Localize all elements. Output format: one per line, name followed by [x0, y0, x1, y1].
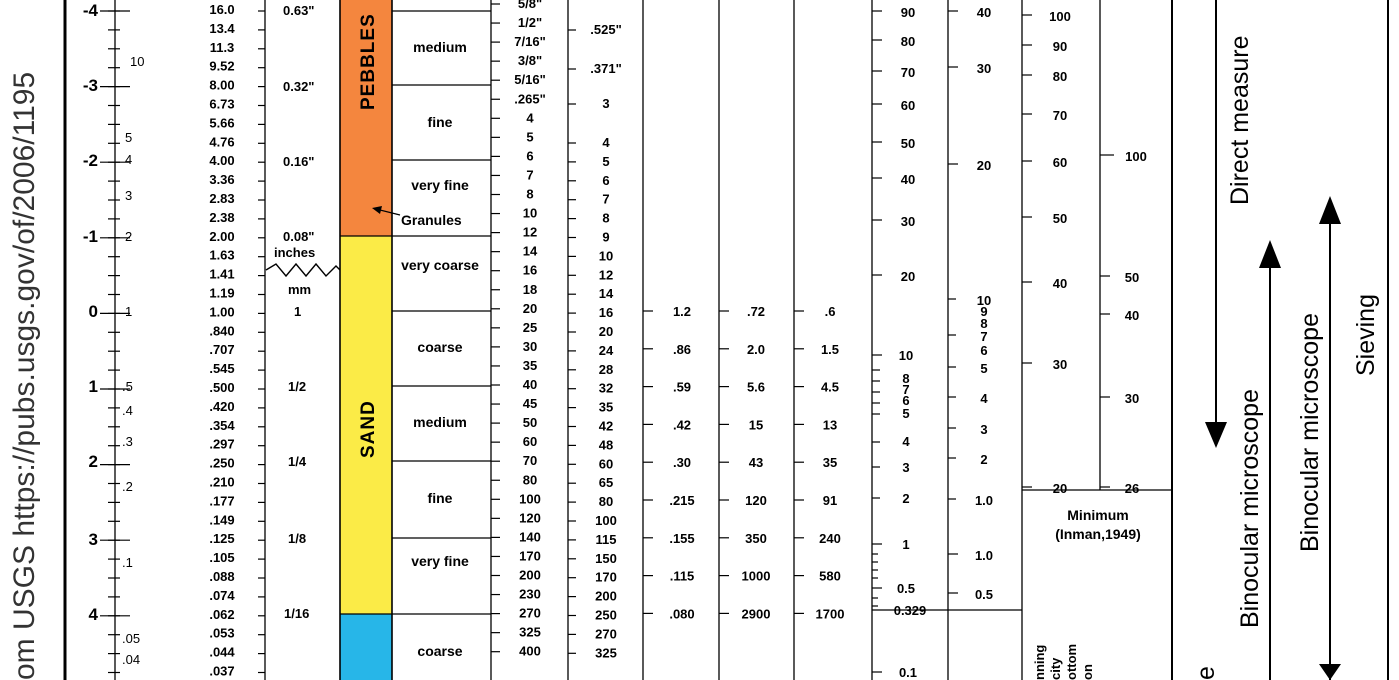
col-d-value: 4 [902, 434, 910, 449]
col-b-value: 5.6 [746, 379, 766, 395]
subclass-very-coarse: very coarse [401, 257, 479, 273]
astm-value: 5/16" [514, 72, 546, 88]
rotated-caption-line: ottom [1064, 643, 1079, 680]
granules-label: Granules [401, 212, 462, 228]
col-a-value: .42 [672, 417, 692, 433]
rotated-caption-line: nning [1032, 644, 1047, 680]
phi-label: 0 [88, 302, 98, 321]
col-g-ticks [1100, 155, 1114, 487]
col-a-value: 1.2 [672, 304, 692, 319]
phi-label: 4 [88, 605, 98, 624]
col-d-value: 8 [902, 371, 910, 386]
fraction-label: 0.32" [283, 79, 315, 94]
astm-value: 270 [519, 605, 541, 621]
fraction-label: 0.08" [283, 229, 315, 244]
subclass-coarse: coarse [417, 643, 463, 659]
astm-value: 35 [522, 357, 538, 373]
astm-value: 5/8" [517, 0, 543, 11]
col-a-values [669, 304, 694, 621]
col-f-value: 40 [1052, 276, 1068, 291]
astm-value: 100 [519, 491, 541, 507]
col-d-value: 10 [898, 348, 914, 363]
tyler-value: 65 [598, 475, 614, 491]
tyler-values [590, 22, 621, 660]
col-b-value: 120 [745, 493, 767, 508]
astm-value: 120 [519, 510, 541, 526]
subclass-labels [401, 39, 479, 659]
mm-value: .037 [209, 663, 235, 679]
col-a-value: .86 [672, 341, 692, 357]
mm-value: 2.83 [209, 191, 235, 206]
col-g-value: 30 [1124, 391, 1140, 406]
col-b-value: 1000 [741, 568, 771, 584]
col-d-value: 1 [902, 537, 910, 552]
tyler-value: 16 [598, 305, 614, 321]
mm-value: .500 [209, 380, 235, 395]
col-e-value: 10 [976, 293, 992, 308]
astm-value: .265" [514, 91, 546, 107]
col-b-value: 15 [748, 417, 764, 433]
astm-value: 230 [519, 586, 541, 602]
mm-value: .053 [209, 625, 235, 641]
mm-value: 16.0 [209, 2, 235, 17]
col-d-value: 5 [902, 406, 910, 421]
astm-value: 25 [522, 319, 538, 335]
col-e-value: 20 [976, 158, 992, 173]
col-c-values [816, 304, 845, 621]
tyler-value: 9 [602, 229, 610, 245]
col-c-value: .6 [824, 304, 836, 319]
mm-log-scale [122, 54, 144, 667]
mm-value: .062 [209, 606, 235, 622]
mm-log-label: 4 [125, 152, 133, 167]
col-e-value: 1.0 [974, 493, 994, 508]
astm-value: 12 [522, 224, 538, 240]
mm-value: 1.63 [209, 247, 235, 263]
mm-value: 3.36 [209, 172, 235, 188]
tyler-value: 60 [598, 456, 614, 472]
col-e-values [975, 5, 993, 508]
col-e-value: 7 [980, 329, 988, 344]
astm-values [514, 0, 545, 659]
col-g-value: 50 [1124, 270, 1140, 285]
tyler-value: 5 [602, 153, 610, 169]
col-d-value: 30 [900, 214, 916, 229]
tyler-value: 6 [602, 172, 610, 188]
tyler-value: 270 [595, 626, 617, 642]
tyler-value: 42 [598, 418, 614, 434]
tyler-value: 80 [598, 494, 614, 510]
col-e-value: 1.0 [974, 548, 994, 563]
arrow-up-icon [1259, 240, 1281, 268]
mm-value: .088 [209, 569, 235, 584]
col-d-value: 70 [900, 65, 916, 80]
subclass-medium: medium [413, 414, 467, 430]
col-d-value: 90 [900, 5, 916, 20]
tyler-value: 7 [602, 191, 610, 207]
col-f-ticks [1022, 15, 1032, 487]
col-d-value: 50 [900, 136, 916, 151]
mm-value: 2.38 [209, 209, 235, 225]
phi-label: -2 [82, 151, 98, 170]
col-e-value: 2 [980, 452, 988, 467]
col-d-value: 0.1 [898, 665, 918, 680]
phi-scale [83, 1, 99, 624]
mm-value: 11.3 [209, 39, 235, 55]
mm-value: .420 [209, 398, 235, 414]
tyler-value: 10 [598, 248, 614, 264]
minimum-label: Minimum [1067, 507, 1129, 523]
mm-log-label: .5 [122, 379, 133, 394]
col-e-ticks [948, 11, 958, 593]
col-b-value: 2900 [741, 606, 771, 622]
tyler-value: 32 [598, 380, 614, 396]
astm-value: 7 [526, 167, 534, 183]
silt-color-bar [340, 614, 392, 680]
fraction-label: 1/16 [284, 606, 310, 621]
col-d-value: 6 [902, 393, 910, 408]
astm-value: 1/2" [517, 15, 543, 31]
fraction-scale [274, 3, 315, 621]
col-d-ticks [872, 11, 882, 672]
col-g-value: 40 [1124, 308, 1140, 323]
mm-log-label: .2 [122, 479, 133, 494]
col-f-value: 50 [1052, 211, 1068, 226]
mm-log-label: .04 [122, 652, 141, 667]
col-e-value: 6 [980, 343, 988, 358]
col-d-value: 3 [902, 460, 910, 475]
phi-label: -4 [82, 1, 98, 20]
astm-value: 8 [526, 186, 534, 202]
col-f-value: 90 [1052, 39, 1068, 54]
col-a-value: .115 [669, 568, 695, 584]
subclass-very-fine: very fine [411, 553, 469, 569]
mm-log-label: 2 [125, 229, 133, 244]
col-b-value: 43 [748, 455, 764, 471]
astm-value: 170 [519, 548, 541, 564]
fraction-label: 1/4 [288, 454, 307, 469]
astm-value: 325 [519, 624, 541, 640]
mm-log-label: 3 [125, 188, 133, 203]
col-e-value: 30 [976, 61, 992, 76]
tyler-value: 14 [598, 286, 614, 302]
mm-value: 2.00 [209, 228, 235, 244]
mm-value: .210 [209, 474, 235, 490]
mm-log-label: .05 [122, 631, 141, 646]
col-g-value: 100 [1125, 149, 1147, 164]
tyler-value: 170 [595, 569, 617, 585]
phi-label: -1 [82, 227, 98, 246]
sand-label: SAND [358, 400, 379, 458]
tyler-value: 250 [595, 607, 617, 623]
col-g-values [1125, 149, 1147, 496]
mm-value: .354 [209, 417, 235, 433]
tyler-value: 150 [595, 550, 617, 566]
astm-value: 5 [526, 129, 534, 145]
minimum-citation: (Inman,1949) [1055, 526, 1141, 542]
astm-value: 3/8" [517, 53, 543, 69]
col-f-value: 30 [1052, 357, 1068, 372]
col-f-value: 60 [1052, 155, 1068, 170]
astm-value: 200 [519, 567, 541, 583]
col-c-value: 35 [822, 455, 838, 471]
fraction-label: 1/2 [288, 379, 307, 394]
col-d-value: 0.329 [893, 603, 927, 618]
phi-label: 2 [88, 452, 98, 471]
tyler-value: 115 [595, 531, 617, 547]
col-a-value: .215 [669, 493, 695, 508]
col-e-value: 3 [980, 422, 988, 437]
subclass-fine: fine [427, 490, 453, 506]
subclass-fine: fine [427, 114, 453, 130]
mm-log-label: 1 [125, 304, 133, 319]
astm-value: 16 [522, 262, 538, 278]
tyler-value: 3 [602, 96, 610, 111]
mm-value: .545 [209, 361, 235, 377]
subclass-coarse: coarse [417, 339, 463, 355]
sieving-label: Sieving [1352, 294, 1380, 376]
col-a-value: .080 [669, 606, 695, 622]
mm-value: 1.00 [209, 304, 235, 320]
col-e-value: 0.5 [974, 587, 994, 602]
mm-value: .177 [209, 493, 235, 509]
astm-value: 45 [522, 396, 538, 412]
astm-value: 10 [522, 205, 538, 221]
astm-value: 7/16" [514, 34, 546, 50]
astm-value: 140 [519, 529, 541, 545]
col-d-values [894, 5, 927, 680]
mm-value: .125 [209, 531, 235, 547]
col-g-value: 26 [1124, 481, 1140, 496]
astm-value: 20 [522, 300, 538, 316]
astm-value: 14 [522, 243, 538, 259]
mm-value: .044 [209, 644, 235, 660]
mm-value: 4.00 [209, 153, 235, 169]
col-d-value: 80 [900, 34, 916, 49]
col-e-extra [975, 548, 993, 602]
astm-value: 50 [522, 415, 538, 431]
col-f-value: 70 [1052, 108, 1068, 123]
col-e-value: 40 [976, 5, 992, 20]
col-d-value: 20 [900, 269, 916, 284]
astm-value: 40 [522, 377, 538, 392]
binocular-microscope-label: Binocular microscope [1236, 389, 1264, 628]
col-a-value: .30 [672, 455, 692, 471]
col-c-value: 4.5 [820, 379, 840, 395]
direct-measure-label: Direct measure [1226, 35, 1254, 205]
phi-label: -3 [82, 76, 98, 95]
pebbles-label: PEBBLES [358, 13, 379, 110]
col-b-value: .72 [746, 304, 766, 319]
mm-log-label: .3 [122, 434, 133, 449]
tyler-value: 48 [598, 437, 614, 453]
tyler-value: 325 [595, 645, 617, 661]
mm-value: .707 [209, 342, 235, 358]
fraction-label: 1/8 [288, 531, 307, 546]
col-e-value: 8 [980, 316, 988, 331]
source-citation: om USGS https://pubs.usgs.gov/of/2006/1195 [8, 71, 41, 680]
tyler-value: .525" [590, 22, 622, 37]
astm-value: 80 [522, 472, 538, 488]
subclass-very-fine: very fine [411, 177, 469, 193]
mm-value: 6.73 [209, 96, 235, 112]
col-a-value: .155 [669, 530, 695, 546]
col-e-value: 4 [980, 391, 988, 406]
tyler-value: 200 [595, 588, 617, 604]
inches-label: inches [274, 245, 316, 260]
arrow-down-icon [1205, 422, 1227, 448]
astm-value: 60 [522, 434, 538, 450]
mm-value: 9.52 [209, 58, 235, 74]
col-a-value: .59 [672, 379, 692, 395]
mm-log-label: 5 [125, 130, 133, 145]
col-c-value: 240 [819, 530, 841, 546]
mm-value: 1.41 [209, 266, 235, 282]
astm-value: 6 [526, 148, 534, 164]
mm-value: .149 [209, 512, 235, 528]
col-c-value: 1.5 [820, 341, 840, 357]
mm-value: .840 [209, 323, 235, 339]
fraction-label: 0.63" [283, 3, 315, 18]
astm-value: 400 [519, 643, 541, 659]
tyler-value: 28 [598, 361, 614, 377]
col-f-values [1049, 9, 1071, 496]
mm-value: 13.4 [209, 20, 235, 36]
fraction-one: 1 [294, 304, 302, 319]
astm-value: 4 [526, 110, 534, 126]
col-d-value: 2 [902, 491, 910, 506]
mm-value: 5.66 [209, 115, 235, 131]
mm-value: 4.76 [209, 134, 235, 150]
mm-value: 8.00 [209, 77, 235, 93]
subclass-medium: medium [413, 39, 467, 55]
col-f-value: 100 [1049, 9, 1071, 24]
mm-log-label: .4 [122, 403, 133, 418]
partial-label: e [1192, 666, 1220, 680]
fraction-label: 0.16" [283, 154, 315, 169]
col-e-value: 9 [980, 304, 988, 319]
col-b-value: 350 [745, 530, 767, 546]
astm-value: 30 [522, 338, 538, 354]
col-d-value: 60 [900, 98, 916, 113]
col-c-value: 1700 [815, 606, 845, 622]
mm-log-label: 10 [130, 54, 145, 69]
tyler-value: 100 [595, 513, 617, 528]
col-c-value: 91 [822, 493, 838, 508]
col-f-value: 20 [1052, 481, 1068, 496]
col-d-value: 40 [900, 172, 916, 187]
mm-values [209, 2, 235, 679]
tyler-value: .371" [590, 61, 622, 76]
tyler-value: 8 [602, 210, 610, 226]
mm-log-label: .1 [122, 555, 133, 570]
col-b-value: 2.0 [746, 341, 766, 357]
mm-value: .074 [209, 587, 235, 603]
rotated-caption [1032, 644, 1095, 680]
mm-value: 1.19 [209, 285, 235, 301]
col-d-value: 0.5 [896, 581, 916, 596]
tyler-value: 20 [598, 324, 614, 339]
astm-value: 70 [522, 453, 538, 469]
col-e-value: 5 [980, 361, 988, 376]
tyler-value: 12 [598, 267, 614, 283]
col-c-value: 13 [822, 417, 838, 433]
col-b-values [742, 304, 771, 621]
tyler-value: 35 [598, 399, 614, 415]
tyler-value: 24 [598, 342, 614, 358]
rotated-caption-line: city [1048, 657, 1063, 680]
col-c-value: 580 [819, 568, 841, 584]
arrow-up-icon [1319, 196, 1341, 224]
col-f-value: 80 [1052, 69, 1068, 84]
phi-label: 3 [88, 530, 98, 549]
mm-value: .297 [209, 436, 235, 452]
phi-label: 1 [88, 377, 98, 396]
astm-value: 18 [522, 281, 538, 297]
mm-value: .105 [209, 550, 235, 566]
mm-value: .250 [209, 455, 235, 471]
tyler-value: 4 [602, 135, 610, 150]
binocular-microscope-label: Binocular microscope [1296, 313, 1324, 552]
col-d-value: 7 [902, 382, 910, 397]
arrow-down-icon [1319, 664, 1341, 680]
mm-unit-label: mm [288, 282, 312, 297]
rotated-caption-line: on [1080, 664, 1095, 680]
